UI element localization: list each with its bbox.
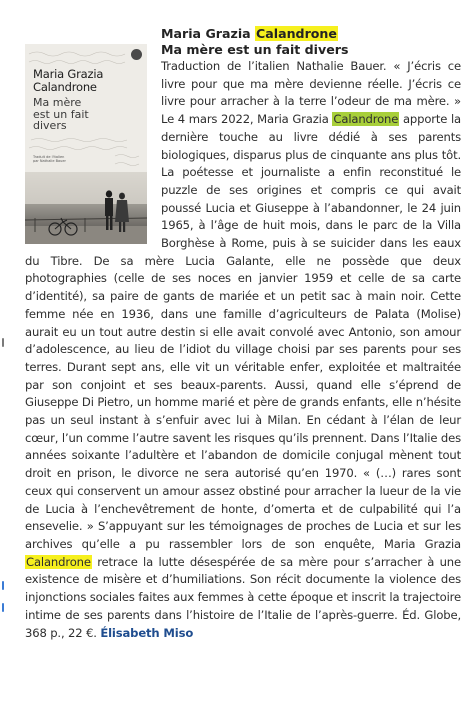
author-first-name: Maria Grazia [161,26,251,41]
publisher-logo-icon [131,49,142,60]
margin-mark [2,338,4,347]
margin-mark [2,581,4,590]
cover-translator: Traduit de l'italien par Nathalie Bauer [33,155,66,163]
cover-author: Maria Grazia Calandrone [33,67,104,94]
translation-credit: Traduction de l’italien Nathalie Bauer. [161,59,387,73]
left-margin-marks [0,0,10,727]
author-name-highlight: Calandrone [333,112,399,127]
paragraph-text: apporte la dernière touche au livre dédié à ses parents biologiques, disparus plus de cinquante ans plus tôt. La poétesse et journaliste a enfin reconstitué le puzzle de ses origines et compris ce qui avait poussé Lucia et Giuseppe à l’abandonner, le 24 juin 1965, à l’âge de huit mois, dans le parc de la Villa Borghèse à Rome, puis à se suicider dans les eaux du Tibre. De sa mère Lucia Galante, elle ne possède que deux photographies (celle de ses noces en janvier 1959 et celle de sa carte d’identité), sa paire de gants de mariée et un petit sac à main noir. Cette femme née en 1936, dans une famille d’agriculteurs de Palata (Molise) aurait eu un tout autre destin si elle avait convolé avec Antonio, son amour d’adolescence, au lieu de l’idiot du village choisi par ses parents pour ses terres. Durant sept ans, elle vit un véritable enfer, exploitée et maltraitée par son conjoint et ses beaux-parents. Aussi, quand elle s’éprend de Giuseppe Di Pietro, un homme marié et père de grands enfants, elle n’hésite pas un seul instant à s’enfuir avec lui à Milan. En cédant à l’élan de leur cœur, l’un comme l’autre savent les risques qu’ils prennent. Dans l’Italie des années soixante l’adultère et l’abandon de domicile conjugal mènent tout droit en prison, le divorce ne sera autorisé qu’en 1970. « (…) rares sont ceux qui conservent un amour assez obstiné pour arracher la lueur de la vie de Lucia à l’enchevêtrement de honte, d’omerta et de culpabilité qui l’a ensevelie. » S’appuyant sur les témoignages de proches de Lucia et sur les archives qu’elle a pu rassembler lors de son enquête, Maria Grazia [25,112,462,551]
book-review-article [25,26,461,642]
paragraph-text: retrace la lutte désespérée de sa mère pour s’arracher à une existence de misère et d’humiliations. Son récit documente la violence des injonctions sociales faites aux femmes à cette époque et inscrit la trajectoire intime de ses parents dans l’histoire de l’Italie de l’après-guerre. Éd. Globe, 368 p., 22 €. [25,554,461,640]
author-heading [25,26,461,42]
review-signature: Élisabeth Miso [100,625,194,640]
book-title: Ma mère est un fait divers [161,42,349,57]
author-name-highlight: Calandrone [26,554,91,569]
paragraph-text: Le 4 mars 2022, Maria Grazia [161,112,329,127]
book-cover-image [25,44,147,244]
author-last-name-highlight: Calandrone [256,26,337,41]
cover-title: Ma mère est un fait divers [33,96,89,132]
margin-mark [2,603,4,612]
opening-quote: « J’écris ce livre pour que ma mère devienne réelle. J’écris ce livre pour arracher à la terre l’odeur de ma mère. » [161,59,461,109]
